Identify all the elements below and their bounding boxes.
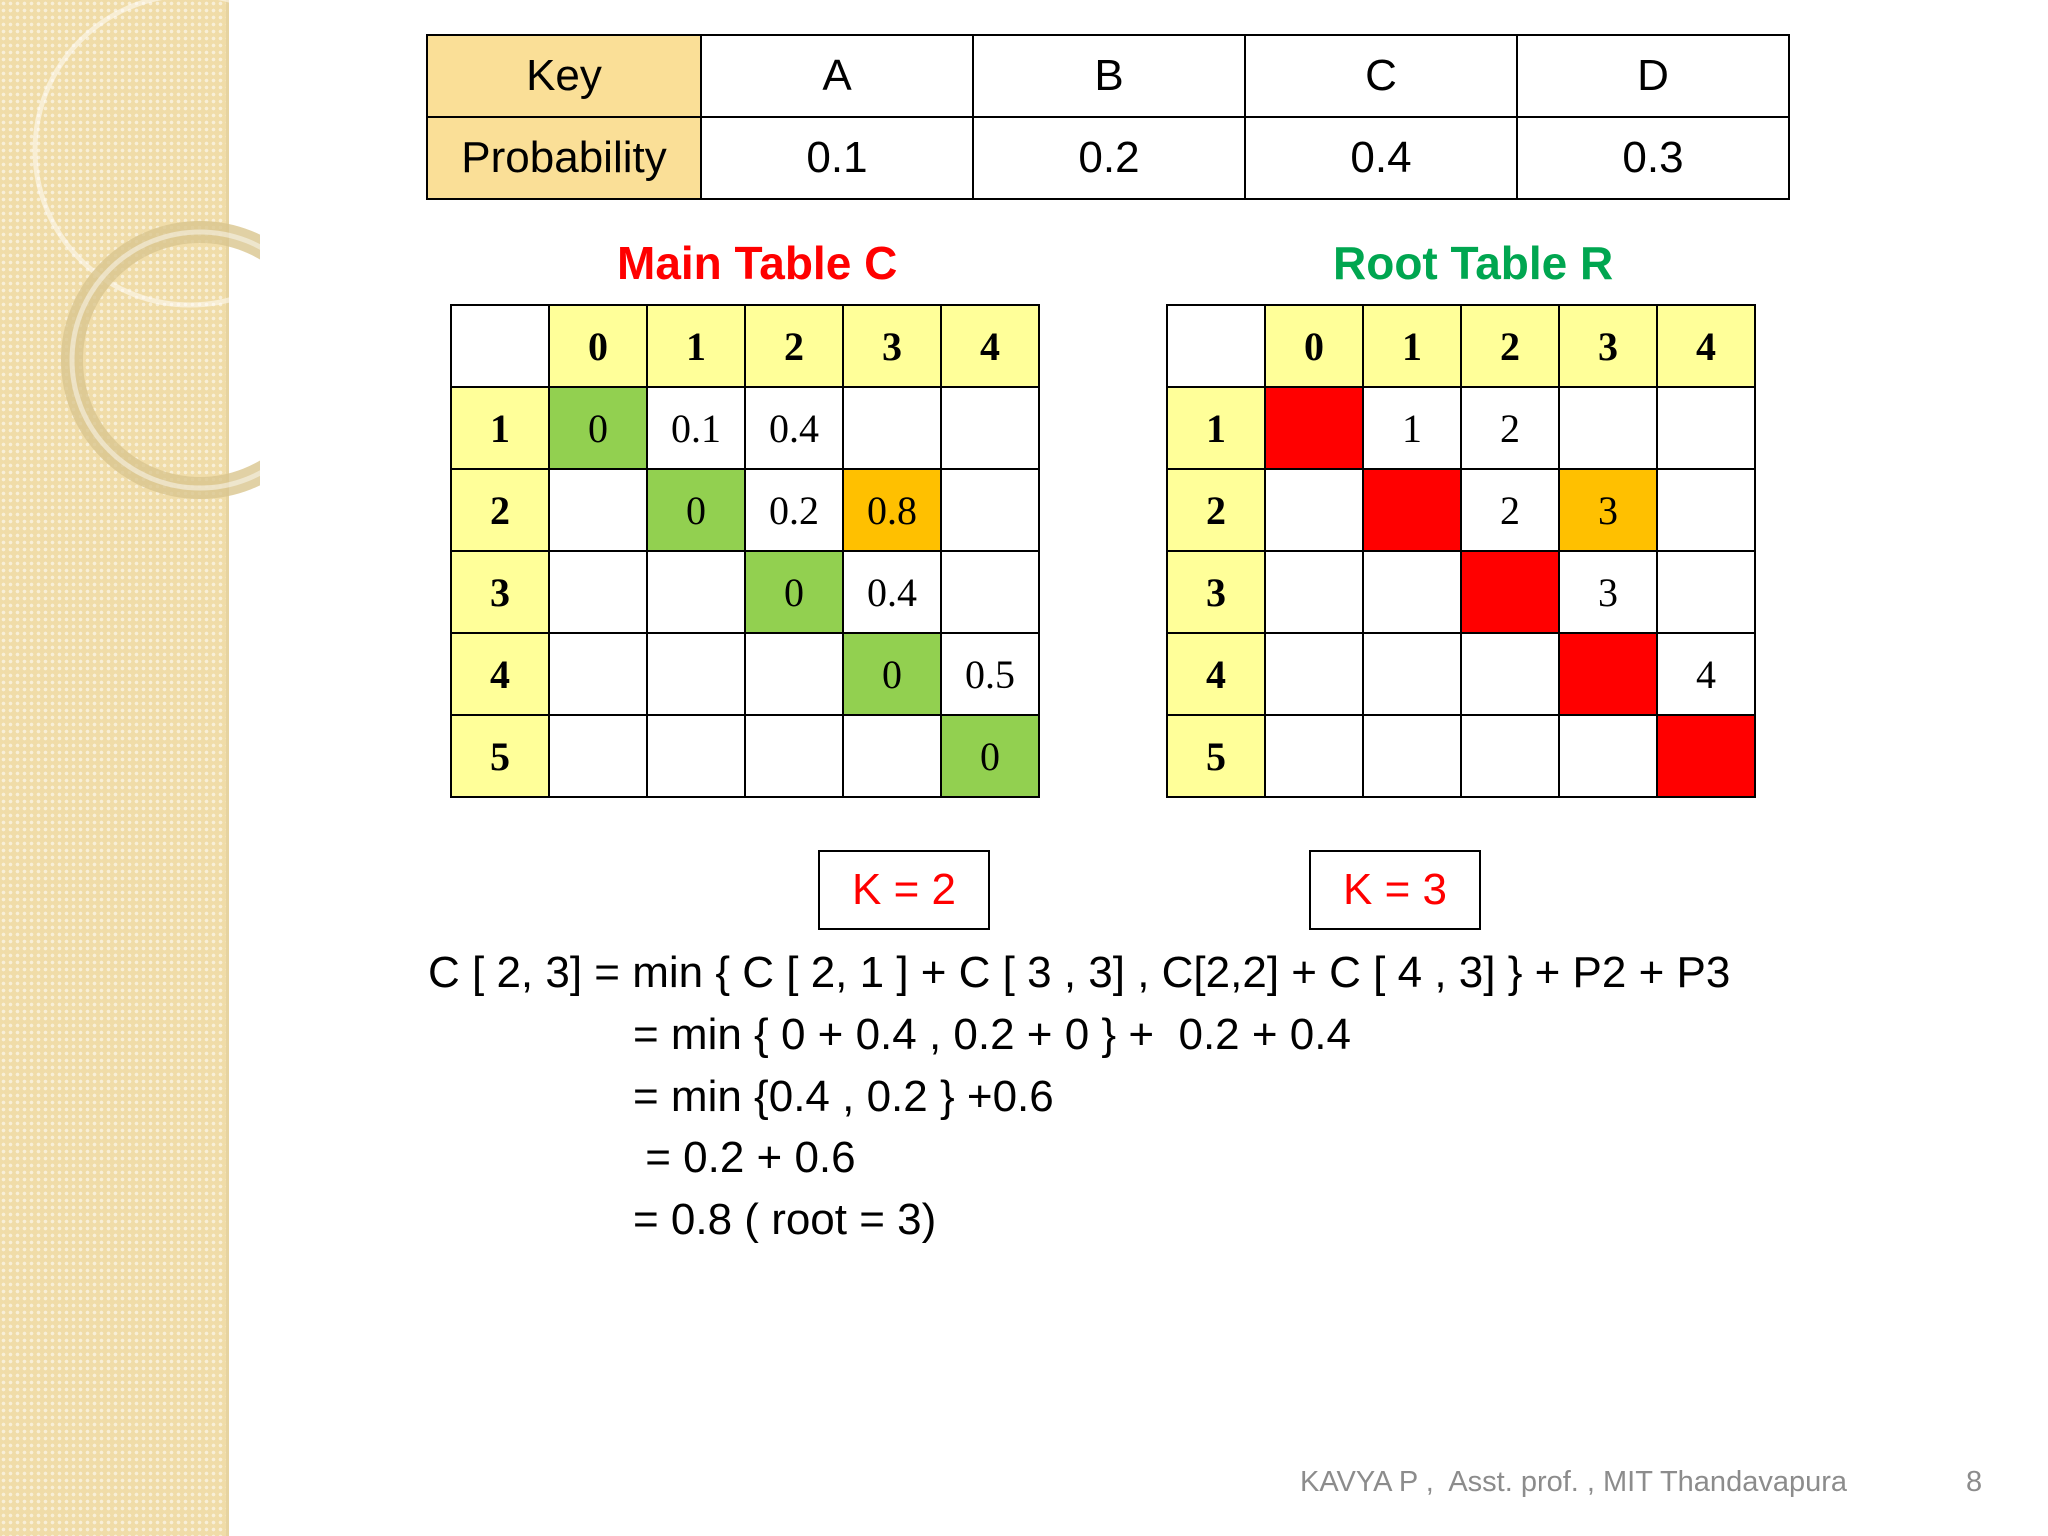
table-cell [1265, 551, 1363, 633]
table-cell: 0 [549, 387, 647, 469]
row-header: 2 [451, 469, 549, 551]
column-header: 2 [745, 305, 843, 387]
table-cell: 4 [1657, 633, 1755, 715]
table-cell: 0.4 [745, 387, 843, 469]
table-cell [549, 551, 647, 633]
table-cell: 3 [1559, 551, 1657, 633]
row-header: 3 [451, 551, 549, 633]
corner-cell [1167, 305, 1265, 387]
table-cell [1265, 633, 1363, 715]
table-cell [843, 715, 941, 797]
key-probability-table [426, 34, 1790, 200]
column-header: 4 [1657, 305, 1755, 387]
table-row [1167, 633, 1755, 715]
probability-row [427, 117, 1789, 199]
equation-line: = min { 0 + 0.4 , 0.2 + 0 } + 0.2 + 0.4 [633, 1010, 1351, 1059]
column-header: 3 [1559, 305, 1657, 387]
column-header: 0 [549, 305, 647, 387]
main-table-c [450, 304, 1040, 798]
table-cell [549, 469, 647, 551]
row-header: 2 [1167, 469, 1265, 551]
k-box-left: K = 2 [818, 850, 990, 930]
equation-line: = 0.2 + 0.6 [633, 1133, 856, 1182]
table-cell [1461, 551, 1559, 633]
table-cell [745, 715, 843, 797]
row-header: 4 [451, 633, 549, 715]
column-header: 4 [941, 305, 1039, 387]
table-cell [549, 633, 647, 715]
equation-line: C [ 2, 3] = min { C [ 2, 1 ] + C [ 3 , 3] , C[2,2] + C [ 4 , 3] } + P2 + P3 [428, 948, 1731, 997]
table-cell: 2 [1461, 469, 1559, 551]
table-cell: 0 [843, 633, 941, 715]
table-cell [549, 715, 647, 797]
row-header: 3 [1167, 551, 1265, 633]
k-box-right: K = 3 [1309, 850, 1481, 930]
key-cell: C [1245, 35, 1517, 117]
table-cell: 0.2 [745, 469, 843, 551]
table-cell: 1 [1363, 387, 1461, 469]
table-row [1167, 551, 1755, 633]
table-cell [1559, 633, 1657, 715]
key-row [427, 35, 1789, 117]
table-row [1167, 469, 1755, 551]
table-cell: 0.8 [843, 469, 941, 551]
table-cell [1657, 469, 1755, 551]
column-header: 2 [1461, 305, 1559, 387]
main-table-title: Main Table C [617, 237, 898, 289]
equation-line: = 0.8 ( root = 3) [633, 1195, 937, 1244]
probability-cell: 0.4 [1245, 117, 1517, 199]
table-cell: 0.5 [941, 633, 1039, 715]
key-cell: D [1517, 35, 1789, 117]
table-row [451, 715, 1039, 797]
table-cell [1363, 715, 1461, 797]
table-cell [1363, 551, 1461, 633]
probability-header: Probability [427, 117, 701, 199]
table-cell [941, 387, 1039, 469]
table-row [1167, 387, 1755, 469]
table-row [451, 469, 1039, 551]
root-table-r [1166, 304, 1756, 798]
table-cell [941, 469, 1039, 551]
table-cell [1461, 633, 1559, 715]
equation-line: = min {0.4 , 0.2 } +0.6 [633, 1072, 1054, 1121]
decorative-rings [0, 0, 260, 520]
table-cell: 0.1 [647, 387, 745, 469]
page-number: 8 [1966, 1466, 1983, 1498]
table-row [451, 633, 1039, 715]
column-header: 3 [843, 305, 941, 387]
table-cell [1363, 469, 1461, 551]
row-header: 5 [451, 715, 549, 797]
table-cell: 0 [745, 551, 843, 633]
table-cell [1363, 633, 1461, 715]
probability-cell: 0.1 [701, 117, 973, 199]
table-cell [1657, 387, 1755, 469]
header-row [1167, 305, 1755, 387]
table-cell [745, 633, 843, 715]
table-cell: 3 [1559, 469, 1657, 551]
table-cell: 2 [1461, 387, 1559, 469]
table-cell [1559, 387, 1657, 469]
row-header: 5 [1167, 715, 1265, 797]
table-cell [1461, 715, 1559, 797]
table-cell: 0.4 [843, 551, 941, 633]
footer-author: KAVYA P , Asst. prof. , MIT Thandavapura [1300, 1466, 1847, 1498]
table-cell [647, 633, 745, 715]
column-header: 0 [1265, 305, 1363, 387]
column-header: 1 [1363, 305, 1461, 387]
row-header: 1 [1167, 387, 1265, 469]
table-cell [1265, 715, 1363, 797]
table-cell: 0 [647, 469, 745, 551]
table-cell [1657, 551, 1755, 633]
row-header: 4 [1167, 633, 1265, 715]
table-row [451, 551, 1039, 633]
table-row [1167, 715, 1755, 797]
table-cell [1265, 469, 1363, 551]
row-header: 1 [451, 387, 549, 469]
table-cell [843, 387, 941, 469]
table-cell [647, 715, 745, 797]
key-header: Key [427, 35, 701, 117]
table-cell: 0 [941, 715, 1039, 797]
table-cell [1265, 387, 1363, 469]
table-cell [647, 551, 745, 633]
key-cell: B [973, 35, 1245, 117]
root-table-title: Root Table R [1333, 237, 1614, 289]
table-row [451, 387, 1039, 469]
probability-cell: 0.3 [1517, 117, 1789, 199]
table-cell [1657, 715, 1755, 797]
table-cell [941, 551, 1039, 633]
header-row [451, 305, 1039, 387]
corner-cell [451, 305, 549, 387]
probability-cell: 0.2 [973, 117, 1245, 199]
column-header: 1 [647, 305, 745, 387]
table-cell [1559, 715, 1657, 797]
key-cell: A [701, 35, 973, 117]
